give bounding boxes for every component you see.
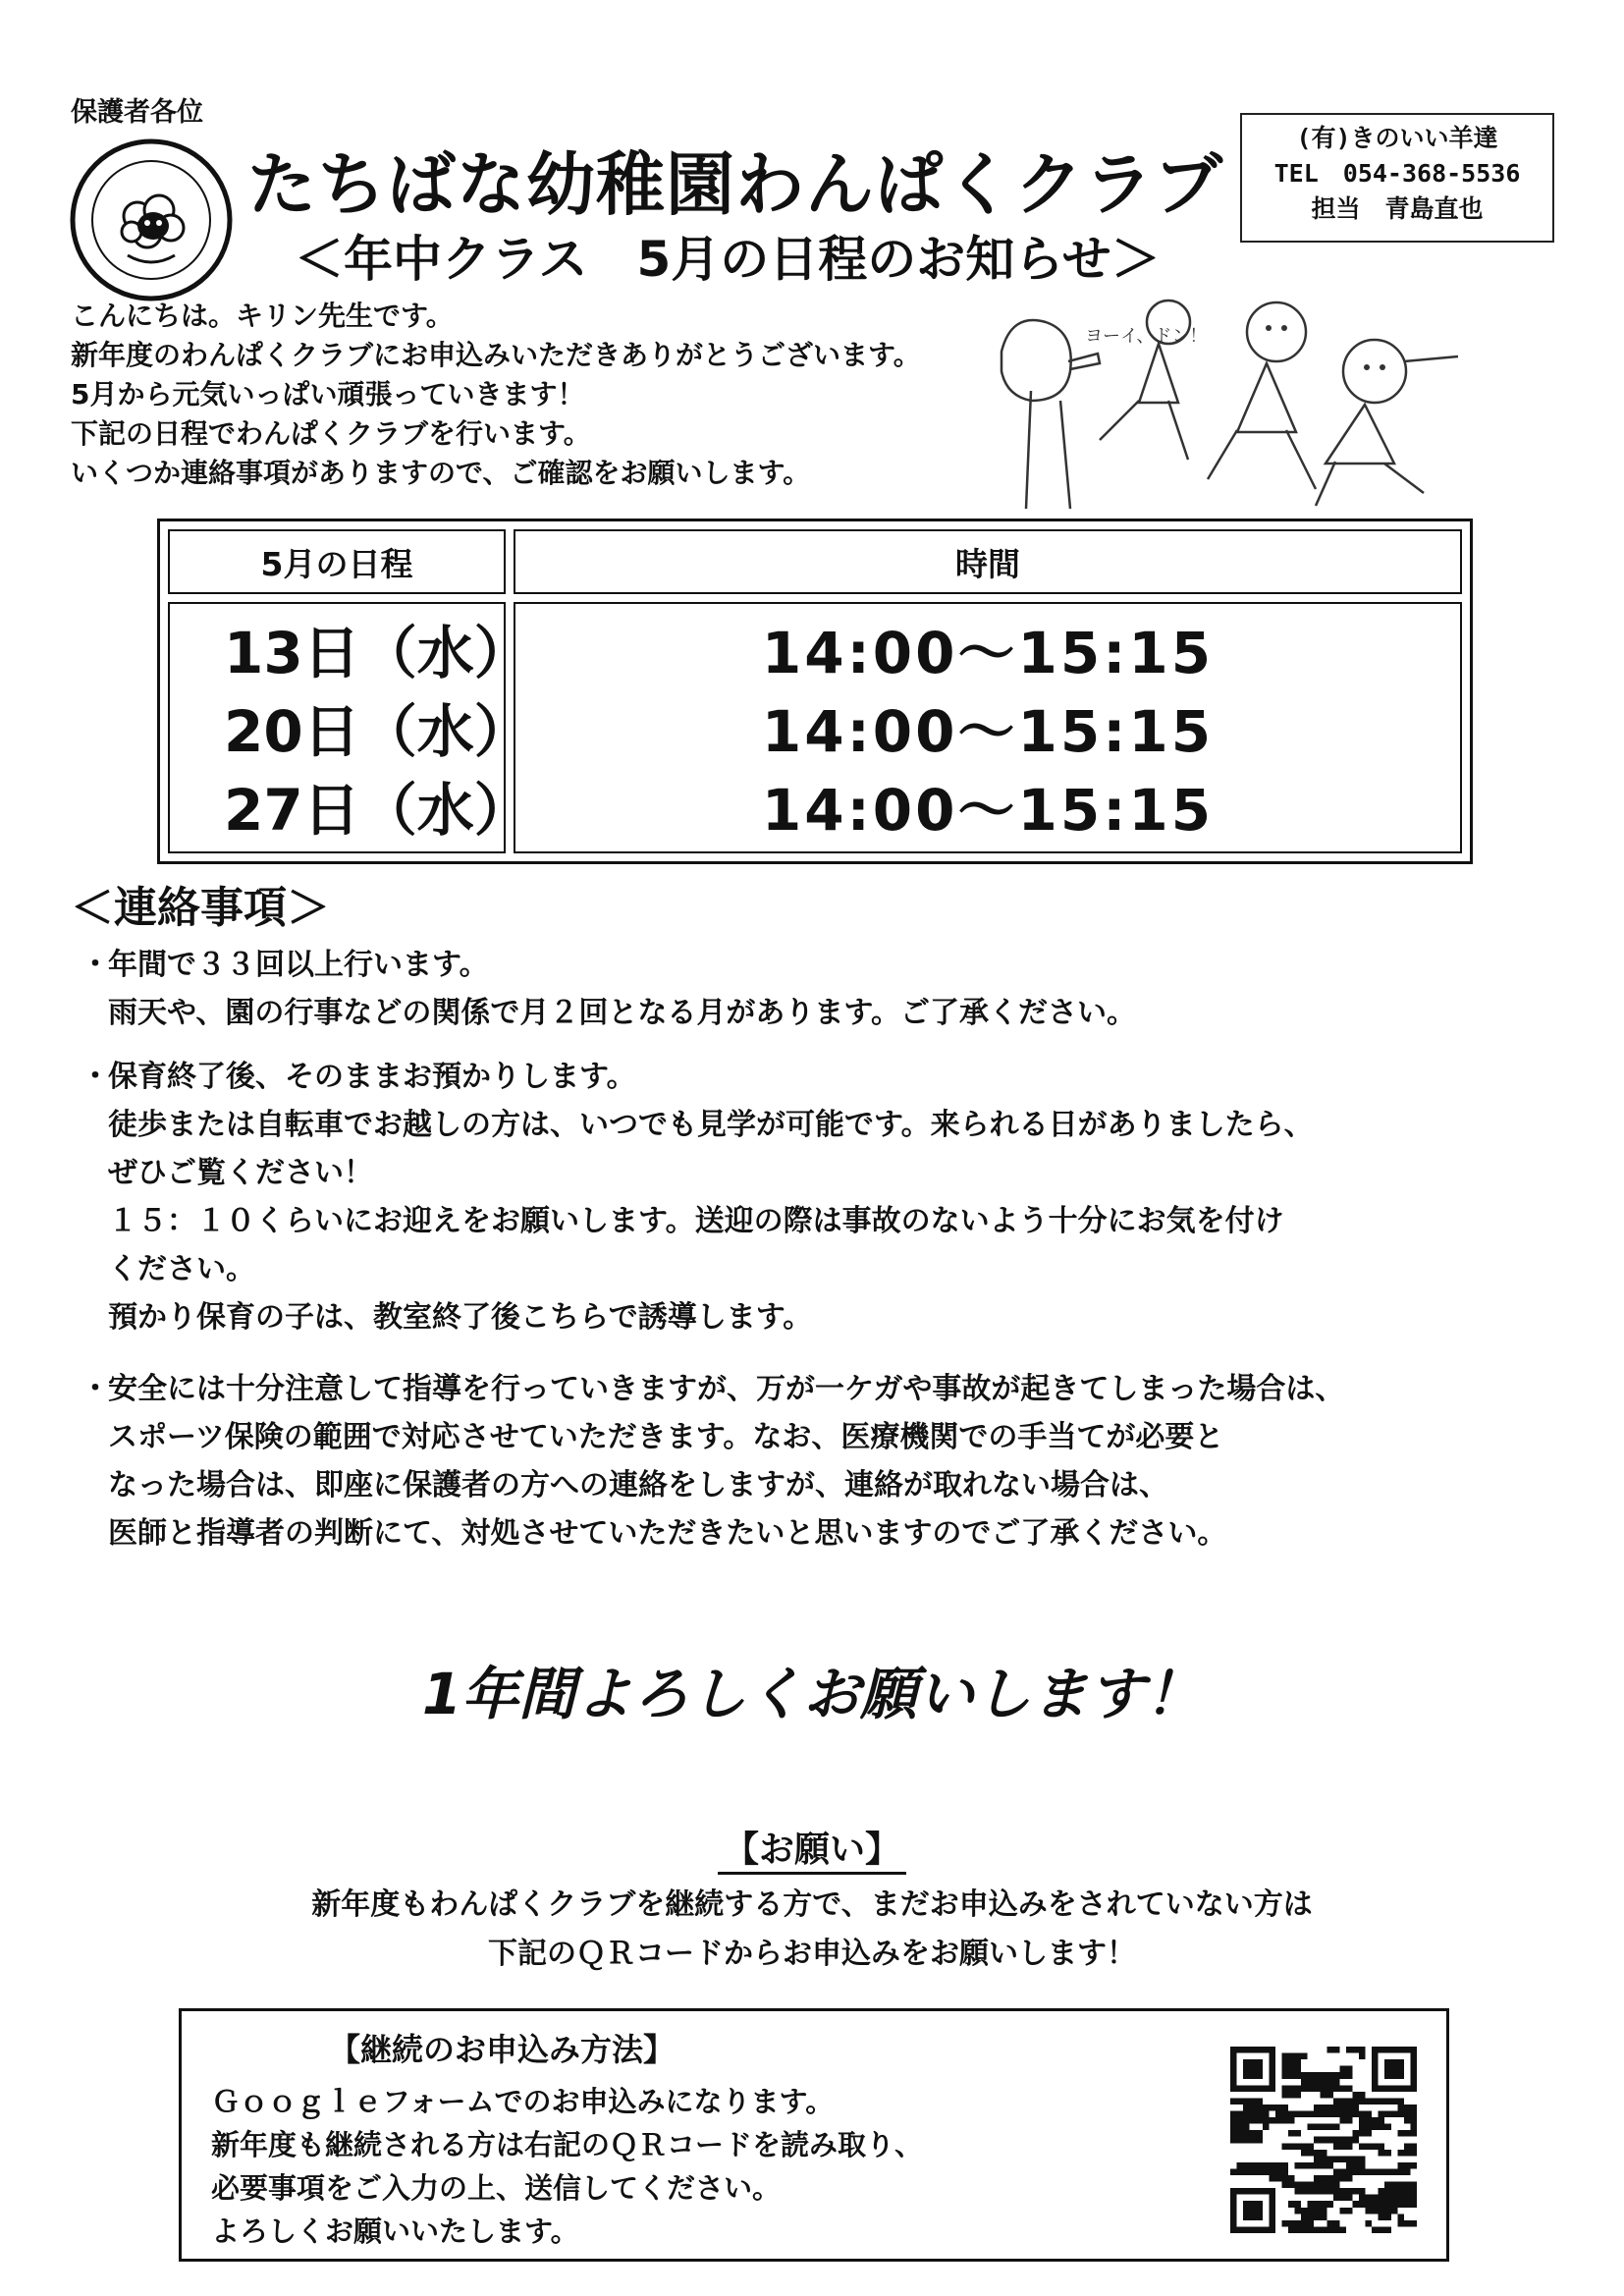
notice-item [81, 1053, 1314, 1341]
request-line: 下記のＱＲコードからお申込みをお願いします！ [488, 1937, 1136, 1971]
greeting-text [71, 297, 921, 493]
apply-method-box [179, 2008, 1449, 2262]
notice-line: 安全には十分注意して指導を行っていきますが、万が一ケガや事故が起きてしまった場合は、 [108, 1372, 1345, 1406]
apply-instructions [211, 2080, 923, 2253]
notice-line: 保育終了後、そのままお預かりします。 [108, 1060, 636, 1094]
request-heading-text: 【お願い】 [718, 1830, 906, 1875]
notice-item [81, 1365, 1344, 1558]
closing-message: 1年間よろしくお願いします！ [421, 1661, 1203, 1727]
schedule-date: 13日（水） [224, 620, 531, 686]
notice-line: ぜひご覧ください！ [108, 1156, 373, 1190]
apply-line: よろしくお願いいたします。 [211, 2214, 579, 2248]
company-contact: 担当 青島直也 [1311, 194, 1484, 223]
greeting-line: 新年度のわんぱくクラブにお申込みいただきありがとうございます。 [71, 339, 921, 371]
addressee: 保護者各位 [71, 97, 203, 128]
notices-heading: ＜連絡事項＞ [71, 883, 330, 933]
notice-line: 医師と指導者の判断にて、対処させていただきたいと思いますのでご了承ください。 [108, 1516, 1227, 1551]
apply-line: Ｇｏｏｇｌｅフォームでのお申込みになります。 [211, 2085, 835, 2118]
schedule-time: 14:00～15:15 [761, 777, 1215, 844]
company-info-box [1240, 113, 1554, 243]
qr-code-icon[interactable] [1230, 2047, 1417, 2233]
greeting-line: こんにちは。キリン先生です。 [71, 300, 454, 332]
schedule-header-date: 5月の日程 [168, 529, 506, 594]
greeting-line: 下記の日程でわんぱくクラブを行います。 [71, 417, 591, 450]
bullet: ・ [81, 1060, 110, 1094]
apply-line: 新年度も継続される方は右記のＱＲコードを読み取り、 [211, 2128, 924, 2161]
schedule-header-time: 時間 [514, 529, 1462, 594]
running-children-illustration [992, 283, 1463, 519]
company-tel: TEL 054-368-5536 [1273, 159, 1521, 188]
bullet: ・ [81, 948, 110, 982]
notice-line: 預かり保育の子は、教室終了後こちらで誘導します。 [108, 1300, 813, 1335]
notice-item [81, 941, 1136, 1037]
notice-line: ください。 [108, 1252, 255, 1286]
illustration-caption: ヨーイ、ドン！ [1085, 326, 1208, 347]
greeting-line: 5月から元気いっぱい頑張っていきます！ [71, 378, 585, 410]
notice-line: スポーツ保険の範囲で対応させていただきます。なお、医療機関での手当てが必要と [108, 1420, 1224, 1454]
greeting-line: いくつか連絡事項がありますので、ご確認をお願いします。 [71, 457, 811, 489]
request-heading [0, 1822, 1624, 1872]
notice-line: 雨天や、園の行事などの関係で月２回となる月があります。ご了承ください。 [108, 996, 1136, 1030]
bullet: ・ [81, 1372, 110, 1406]
company-name: (有)きのいい羊達 [1296, 124, 1498, 152]
request-line: 新年度もわんぱくクラブを継続する方で、まだお申込みをされていない方は [311, 1887, 1313, 1922]
notice-line: なった場合は、即座に保護者の方への連絡をしますが、連絡が取れない場合は、 [108, 1468, 1168, 1503]
notice-line: 年間で３３回以上行います。 [108, 948, 489, 982]
schedule-date: 20日（水） [224, 698, 531, 765]
schedule-time: 14:00～15:15 [761, 698, 1215, 765]
schedule-date: 27日（水） [224, 777, 531, 844]
page-subtitle: ＜年中クラス 5月の日程のお知らせ＞ [295, 231, 1161, 288]
sheep-logo-icon [69, 137, 234, 302]
apply-title: 【継続のお申込み方法】 [329, 2031, 676, 2068]
notice-line: １５：１０くらいにお迎えをお願いします。送迎の際は事故のないよう十分にお気を付け [108, 1204, 1284, 1238]
schedule-times-column [514, 602, 1462, 853]
schedule-table [157, 519, 1473, 864]
request-text [0, 1881, 1624, 1979]
apply-line: 必要事項をご入力の上、送信してください。 [211, 2171, 782, 2205]
schedule-dates-column [168, 602, 531, 853]
page-title: たちばな幼稚園わんぱくクラブ [247, 144, 1223, 225]
schedule-time: 14:00～15:15 [761, 620, 1215, 686]
notice-line: 徒歩または自転車でお越しの方は、いつでも見学が可能です。来られる日がありましたら、 [108, 1108, 1314, 1142]
